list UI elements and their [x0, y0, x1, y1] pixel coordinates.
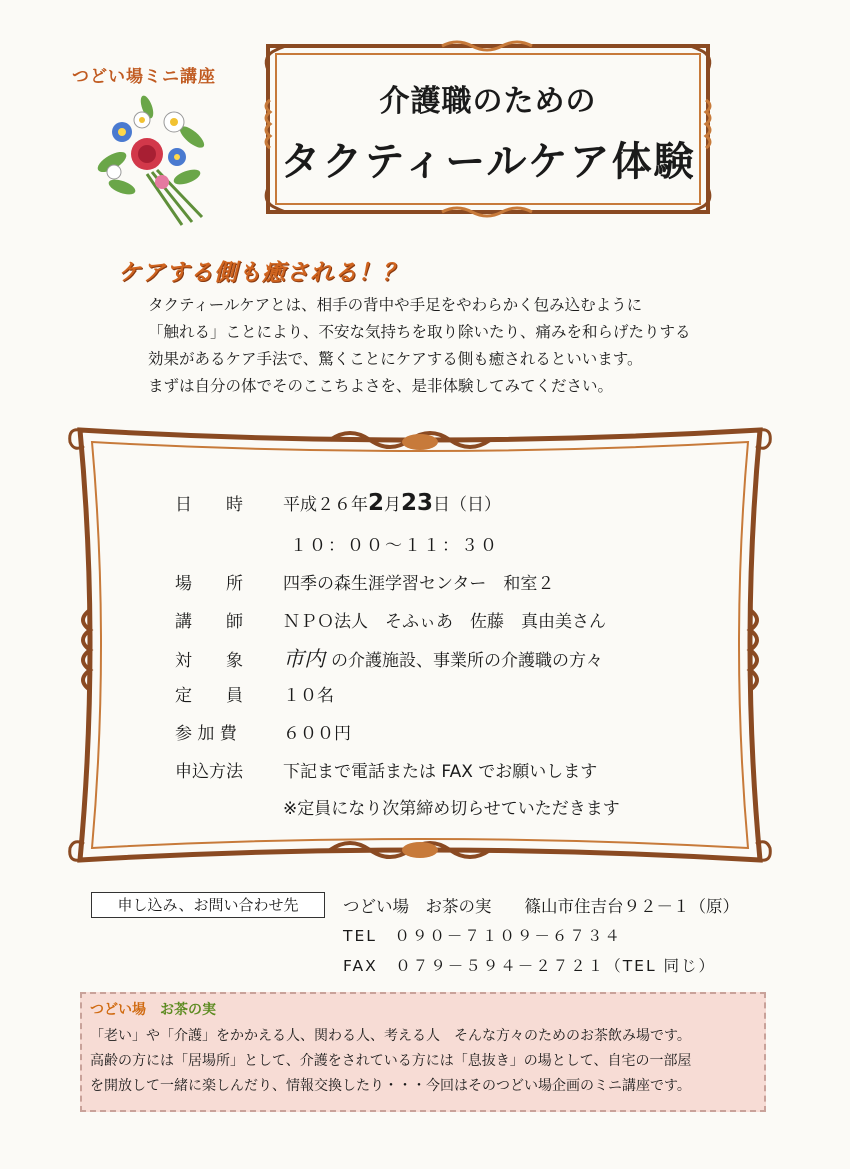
- target-row: [175, 643, 603, 673]
- capacity-label: 定 員: [175, 686, 243, 706]
- date-month-suffix: 月: [384, 495, 402, 515]
- date-weekday: 日（日）: [433, 495, 502, 515]
- about-line: 高齢の方には「居場所」として、介護をされている方には「息抜き」の場として、自宅の一部屋: [90, 1053, 692, 1069]
- flower-bouquet-illustration: [92, 92, 212, 227]
- about-line: 「老い」や「介護」をかかえる人、関わる人、考える人 そんな方々のためのお茶飲み場です。: [90, 1028, 691, 1044]
- apply-label: 申込方法: [175, 762, 243, 782]
- apply-value: 下記まで電話または FAX でお願いします: [283, 762, 598, 782]
- date-month: 2: [368, 490, 385, 516]
- date-label: 日 時: [175, 495, 243, 515]
- about-text: [90, 1024, 760, 1099]
- place-value: 四季の森生涯学習センター 和室２: [283, 574, 555, 594]
- title-line-1: 介護職のための: [379, 84, 597, 119]
- intro-line: タクティールケアとは、相手の背中や手足をやわらかく包み込むように: [148, 296, 643, 314]
- about-line: を開放して一緒に楽しんだり、情報交換したり・・・今回はそのつどい場企画のミニ講座です。: [90, 1078, 691, 1094]
- capacity-value: １０名: [283, 686, 334, 706]
- page-title: タクティールケア体験: [280, 139, 696, 185]
- contact-fax: FAX ０７９－５９４－２７２１（TEL 同じ）: [343, 957, 717, 975]
- fee-label: 参 加 費: [175, 724, 237, 744]
- contact-tel: TEL ０９０－７１０９－６７３４: [343, 927, 622, 945]
- capacity-note: ※定員になり次第締め切らせていただきます: [283, 799, 620, 819]
- intro-line: 効果があるケア手法で、驚くことにケアする側も癒されるといいます。: [148, 350, 643, 368]
- date-row: [175, 490, 501, 516]
- target-label: 対 象: [175, 651, 243, 671]
- place-row: [175, 569, 554, 594]
- contact-label: 申し込み、お問い合わせ先: [91, 892, 325, 918]
- date-value: [283, 490, 501, 516]
- intro-line: まずは自分の体でそのここちよさを、是非体験してみてください。: [148, 377, 614, 395]
- target-handwritten: 市内: [283, 647, 325, 671]
- lecturer-label: 講 師: [175, 612, 243, 632]
- place-label: 場 所: [175, 574, 243, 594]
- title-frame: [262, 40, 714, 218]
- apply-row: [175, 757, 597, 782]
- time-value: １０：００～１１：３０: [290, 536, 499, 556]
- date-day: 23: [401, 490, 434, 516]
- target-value: [283, 643, 603, 673]
- fee-value: ６００円: [283, 724, 351, 744]
- series-label: つどい場ミニ講座: [72, 67, 216, 87]
- intro-line: 「触れる」ことにより、不安な気持ちを取り除いたり、痛みを和らげたりする: [148, 323, 691, 341]
- about-title: [90, 999, 216, 1019]
- capacity-row: [175, 681, 334, 706]
- date-year: 平成２６年: [283, 495, 368, 515]
- subtitle: ケアする側も癒される！？: [118, 260, 406, 286]
- about-title-a: つどい場: [90, 1002, 146, 1018]
- about-title-b: お茶の実: [160, 1002, 216, 1018]
- lecturer-value: ＮＰＯ法人 そふぃあ 佐藤 真由美さん: [283, 612, 606, 632]
- fee-row: [175, 719, 351, 744]
- contact-name: つどい場 お茶の実 篠山市住吉台９２－１（原）: [343, 897, 739, 916]
- lecturer-row: [175, 607, 606, 632]
- intro-paragraph: [148, 292, 708, 400]
- target-text: の介護施設、事業所の介護職の方々: [331, 651, 603, 671]
